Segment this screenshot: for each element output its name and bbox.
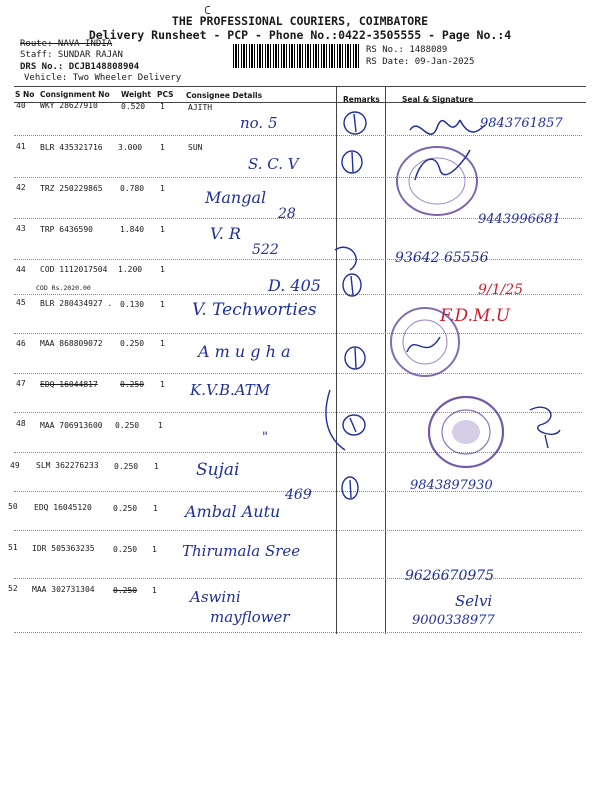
cell-consignment: TRP 6436590 [40, 225, 93, 234]
handwritten-signature-phone: 9843897930 [410, 478, 493, 493]
cell-sno: 50 [8, 502, 18, 511]
cell-weight: 0.780 [120, 184, 145, 193]
cell-cod-note: COD Rs.2020.00 [36, 284, 91, 292]
row-divider [14, 177, 582, 178]
cell-sno: 48 [16, 419, 26, 428]
row-divider [14, 135, 582, 136]
red-ink-stamp-text: F.D.M.U [440, 306, 511, 326]
handwritten-consignee: Aswini [190, 588, 241, 606]
runsheet-title: Delivery Runsheet - PCP - Phone No.:0422-3505555 - Page No.:4 [88, 28, 512, 42]
cell-sno: 47 [16, 379, 26, 388]
cell-pcs: 1 [154, 462, 159, 471]
cell-weight: 1.200 [118, 265, 143, 274]
cell-sno: 52 [8, 584, 18, 593]
cell-sno: 41 [16, 142, 26, 151]
handwritten-consignee: no. 5 [240, 114, 278, 132]
handwritten-consignee: V. R [210, 224, 241, 243]
cell-weight: 0.250 [115, 421, 140, 430]
col-pcs: PCS [157, 90, 174, 99]
cell-consignment: MAA 868809072 [40, 339, 103, 348]
table-top-border [14, 86, 586, 87]
cell-weight: 0.250 [113, 545, 138, 554]
cell-weight: 0.130 [120, 300, 145, 309]
handwritten-consignee: D. 405 [268, 276, 321, 295]
remark-circle [343, 415, 365, 435]
col-consignee-details: Consignee Details [186, 91, 263, 100]
rs-number: RS No.: 1488089 [366, 45, 448, 55]
cell-consignment: SLM 362276233 [36, 461, 99, 470]
cell-pcs: 1 [160, 300, 165, 309]
cell-pcs: 1 [158, 421, 163, 430]
cell-sno: 42 [16, 183, 26, 192]
handwritten-consignee: S. C. V [248, 155, 299, 173]
cell-sno: 43 [16, 224, 26, 233]
cell-consignee: SUN [188, 143, 203, 152]
handwritten-consignee: Thirumala Sree [182, 542, 301, 560]
table-header-bottom-border [14, 102, 586, 103]
col-consignment-no: Consignment No [40, 90, 110, 99]
cell-sno: 44 [16, 265, 26, 274]
barcode-left [233, 44, 359, 68]
handwritten-consignee: Ambal Autu [185, 502, 281, 521]
hole-punch-mark [205, 6, 210, 14]
cell-pcs: 1 [160, 184, 165, 193]
cell-consignment: COD 1112017504 [40, 265, 108, 274]
handwritten-consignee: Mangal [205, 188, 267, 207]
handwritten-consignee: V. Techworties [192, 300, 317, 320]
handwritten-consignee: A m u g h a [198, 342, 291, 361]
row-divider [14, 333, 582, 334]
handwritten-consignee: Sujai [196, 460, 240, 480]
cell-weight: 0.250 [120, 380, 145, 389]
handwritten-signature-phone: 9443996681 [478, 212, 561, 227]
rs-date: RS Date: 09-Jan-2025 [366, 57, 475, 67]
handwritten-signature-phone: 9843761857 [480, 116, 563, 131]
cell-pcs: 1 [152, 586, 157, 595]
cell-sno: 40 [16, 101, 26, 110]
cell-pcs: 1 [160, 102, 165, 111]
signature-scribble [520, 400, 570, 450]
cell-pcs: 1 [160, 265, 165, 274]
cell-weight: 0.250 [113, 586, 138, 595]
handwritten-signature-name: Selvi [455, 592, 493, 610]
col-sno: S No [15, 90, 35, 99]
cell-pcs: 1 [160, 225, 165, 234]
route-label: Route: NAVA INDIA [20, 39, 113, 49]
cell-sno: 45 [16, 298, 26, 307]
cell-consignment: TRZ 250229865 [40, 184, 103, 193]
handwritten-number: 469 [285, 487, 312, 503]
col-seal-signature: Seal & Signature [402, 95, 474, 104]
cell-sno: 49 [10, 461, 20, 470]
handwritten-number: 28 [278, 206, 296, 222]
staff-label: Staff: SUNDAR RAJAN [20, 50, 123, 60]
handwritten-signature-phone: 93642 65556 [395, 250, 489, 266]
cell-consignment: EDQ 16045120 [34, 503, 92, 512]
cell-consignment: WKY 28627910 [40, 101, 98, 110]
cell-consignment: MAA 302731304 [32, 585, 95, 594]
cell-consignment: MAA 706913600 [40, 421, 103, 430]
cell-pcs: 1 [160, 143, 165, 152]
cell-weight: 0.250 [114, 462, 139, 471]
row-divider [14, 632, 582, 633]
col-remarks: Remarks [343, 95, 380, 104]
cell-weight: 0.520 [121, 102, 146, 111]
cell-sno: 46 [16, 339, 26, 348]
cell-weight: 0.250 [113, 504, 138, 513]
cell-consignment: EDQ 16044817 [40, 380, 98, 389]
cell-pcs: 1 [160, 339, 165, 348]
company-stamp-purple [392, 142, 482, 220]
company-stamp-large [425, 392, 507, 472]
cell-pcs: 1 [160, 380, 165, 389]
company-name: THE PROFESSIONAL COURIERS, COIMBATORE [171, 14, 429, 28]
drs-number: DRS No.: DCJB148808904 [20, 62, 140, 72]
cell-weight: 1.840 [120, 225, 145, 234]
row-divider [14, 259, 582, 260]
cell-sno: 51 [8, 543, 18, 552]
cell-consignment: IDR 505363235 [32, 544, 95, 553]
handwritten-consignee: mayflower [210, 608, 290, 626]
col-weight: Weight [121, 90, 151, 99]
vehicle-label: Vehicle: Two Wheeler Delivery [24, 73, 182, 83]
company-stamp-round [385, 302, 465, 382]
handwritten-number: 522 [252, 242, 279, 258]
remarks-marks [320, 100, 390, 520]
cell-consignment: BLR 280434927 . [40, 299, 113, 308]
cell-consignee: AJITH [188, 103, 213, 112]
remark-tick [350, 114, 356, 498]
handwritten-ditto-mark: " [262, 430, 268, 445]
row-divider [14, 373, 582, 374]
handwritten-date: 9/1/25 [478, 282, 524, 298]
cell-consignment: BLR 435321716 [40, 143, 103, 152]
handwritten-signature-phone: 9000338977 [412, 613, 495, 628]
row-divider [14, 530, 582, 531]
cell-pcs: 1 [153, 504, 158, 513]
cell-weight: 3.000 [118, 143, 143, 152]
cell-pcs: 1 [152, 545, 157, 554]
handwritten-consignee: K.V.B.ATM [190, 381, 271, 399]
cell-weight: 0.250 [120, 339, 145, 348]
handwritten-signature-phone: 9626670975 [405, 568, 495, 584]
row-divider [14, 578, 582, 579]
